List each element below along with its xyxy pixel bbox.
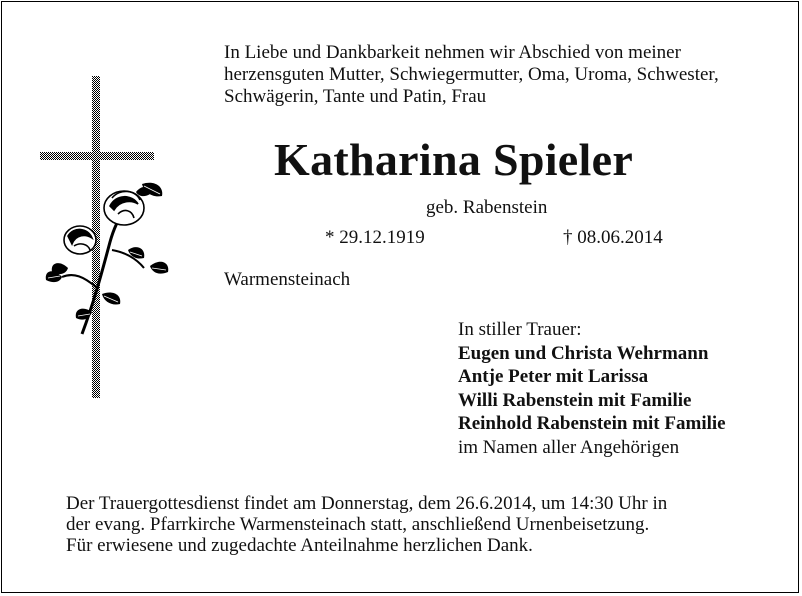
- intro-line: In Liebe und Dankbarkeit nehmen wir Abschied von meiner: [224, 42, 681, 63]
- birth-date: * 29.12.1919: [325, 227, 425, 248]
- service-line: der evang. Pfarrkirche Warmensteinach statt, anschließend Urnenbeisetzung.: [66, 514, 650, 535]
- mourners-block: [458, 318, 726, 459]
- intro-line: herzensguten Mutter, Schwiegermutter, Oma, Uroma, Schwester,: [224, 64, 719, 85]
- mourners-heading: In stiller Trauer:: [458, 319, 582, 340]
- mourner-name: Willi Rabenstein mit Familie: [458, 389, 692, 411]
- birth-name: geb. Rabenstein: [426, 197, 548, 218]
- place-name: Warmensteinach: [224, 269, 351, 290]
- service-info: [66, 493, 766, 556]
- mourners-footer: im Namen aller Angehörigen: [458, 436, 680, 458]
- death-date: † 08.06.2014: [563, 227, 663, 248]
- cross-with-rose-icon: [32, 72, 172, 402]
- deceased-name: Katharina Spieler: [274, 134, 634, 185]
- intro-line: Schwägerin, Tante und Patin, Frau: [224, 86, 487, 107]
- mourner-name: Reinhold Rabenstein mit Familie: [458, 413, 726, 434]
- obituary-notice: [1, 1, 799, 593]
- mourner-name: Antje Peter mit Larissa: [458, 366, 649, 387]
- mourner-name: Eugen und Christa Wehrmann: [458, 342, 709, 364]
- service-line: Für erwiesene und zugedachte Anteilnahme herzlichen Dank.: [66, 535, 533, 556]
- intro-text: [224, 42, 784, 108]
- service-line: Der Trauergottesdienst findet am Donnerstag, dem 26.6.2014, um 14:30 Uhr in: [66, 493, 668, 514]
